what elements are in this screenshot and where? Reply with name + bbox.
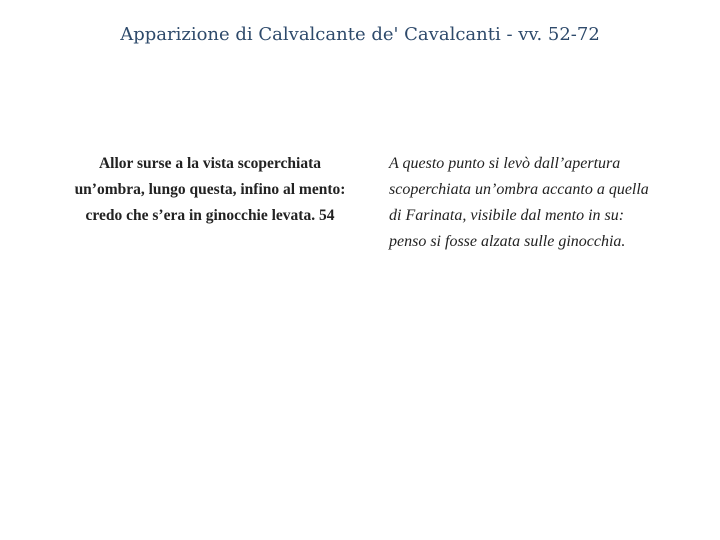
paraphrase-line: penso si fosse alzata sulle ginocchia. <box>389 233 626 250</box>
verse-line: credo che s’era in ginocchie levata. 54 <box>85 207 335 224</box>
verse-line: Allor surse a la vista scoperchiata <box>98 155 321 172</box>
paraphrase-line: di Farinata, visibile dal mento in su: <box>389 207 625 224</box>
paraphrase-column <box>389 151 699 255</box>
verse-line: un’ombra, lungo questa, infino al mento: <box>74 181 346 198</box>
paraphrase-line: scoperchiata un’ombra accanto a quella <box>389 181 649 198</box>
paraphrase-line: A questo punto si levò dall’apertura <box>389 155 621 172</box>
slide-title: Apparizione di Calvalcante de' Cavalcanti - vv. 52-72 <box>120 24 600 45</box>
original-verse-column <box>40 151 380 229</box>
